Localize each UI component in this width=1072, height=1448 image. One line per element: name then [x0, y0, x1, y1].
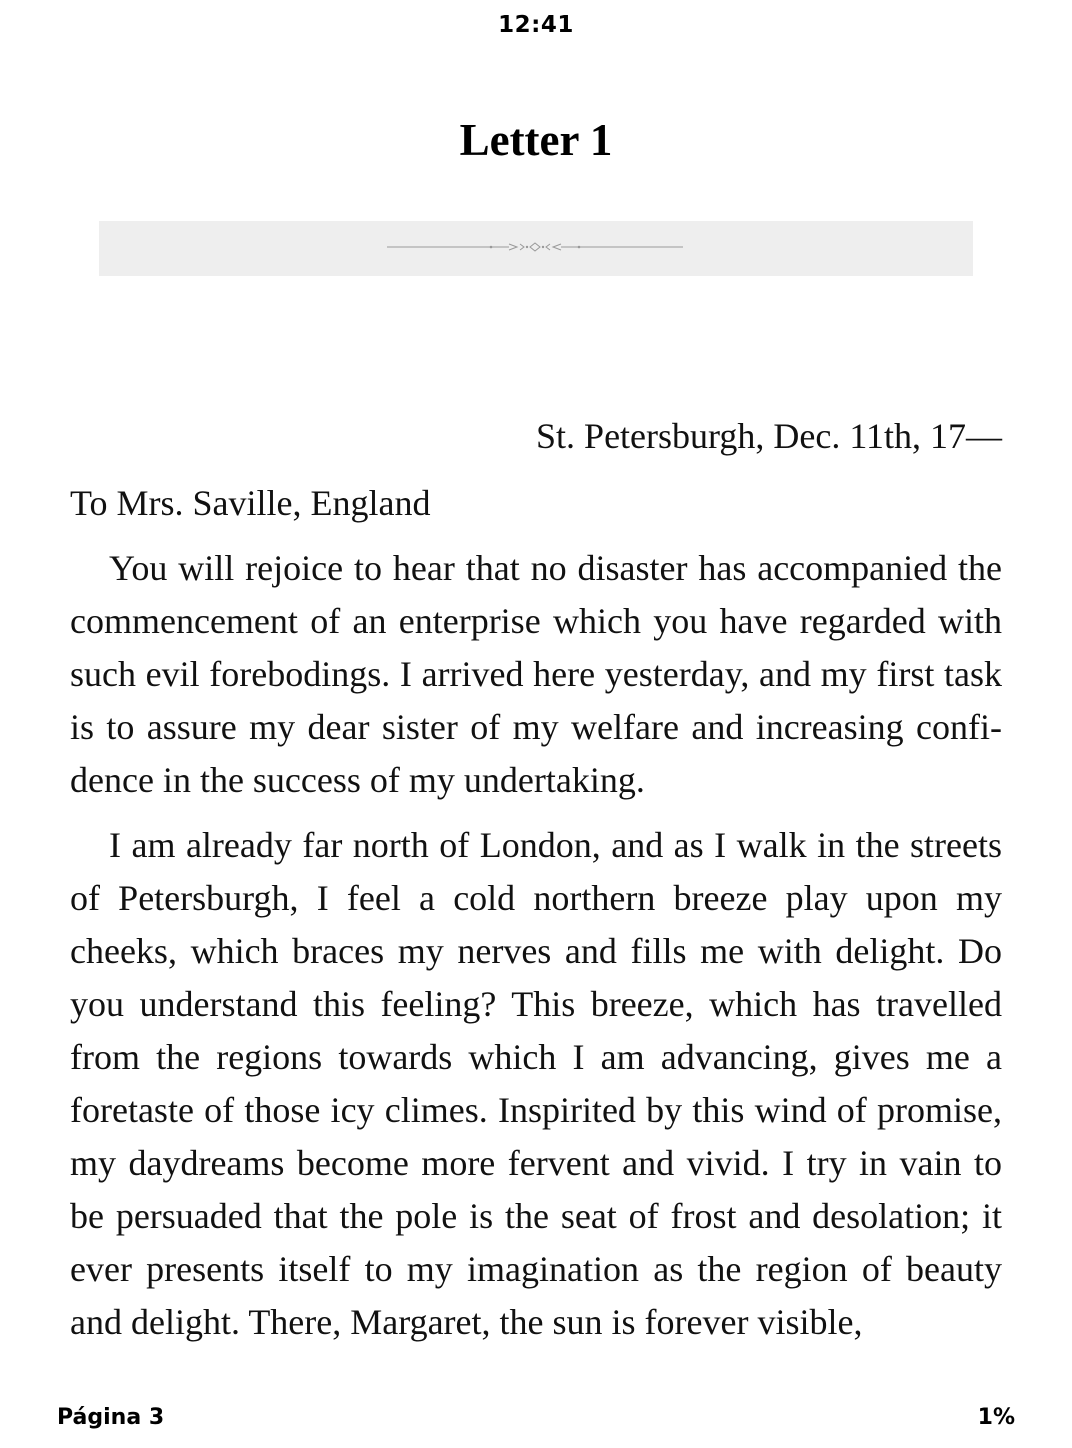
letter-dateline: St. Petersburgh, Dec. 11th, 17— [536, 416, 1002, 456]
paragraph: You will rejoice to hear that no disaster has accompanied the commencement of an enterprise which you have regarded with such evil forebodings. I arrived here yesterday, and my first task is to assure my dear sister of my welfare and increasing confidence in the success of my undertaking. [70, 548, 1002, 800]
letter-salutation: To Mrs. Saville, England [70, 483, 431, 523]
chapter-ornament-band [99, 221, 973, 276]
reading-progress: 1% [977, 1405, 1015, 1430]
ornament-divider-icon [387, 241, 683, 255]
reading-text[interactable] [70, 410, 1002, 1349]
chapter-title: Letter 1 [459, 115, 613, 165]
page-number: Página 3 [57, 1405, 165, 1430]
status-clock: 12:41 [498, 12, 574, 38]
paragraph: I am already far north of London, and as I walk in the streets of Petersburgh, I feel a cold northern breeze play upon my cheeks, which braces my nerves and fills me with delight. Do you understand this feeling? This breeze, which has travelled from the regions towards which I am advancing, gives me a foretaste of those icy climes. Inspirited by this wind of promise, my daydreams become more fervent and vivid. I try in vain to be persuaded that the pole is the seat of frost and desolation; it ever presents itself to my imagination as the region of beauty and delight. There, Margaret, the sun is forever visible, [70, 825, 1002, 1342]
